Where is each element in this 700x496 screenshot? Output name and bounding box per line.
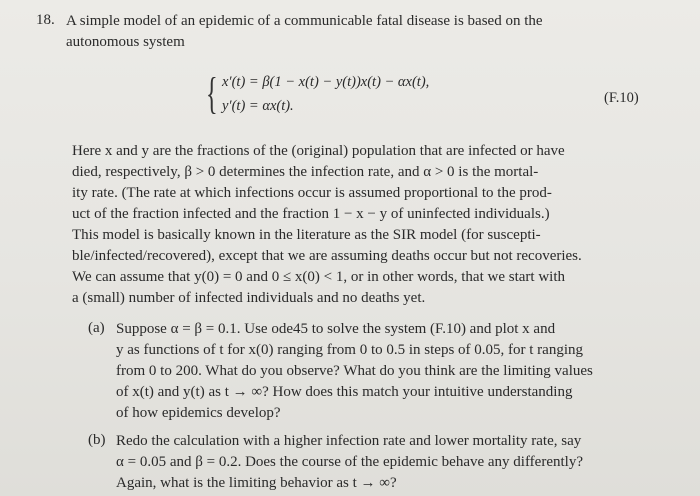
part-a-line-4: of x(t) and y(t) as t → ∞? How does this match your intuitive understanding [116,384,573,400]
body-line-7: We can assume that y(0) = 0 and 0 ≤ x(0) < 1, or in other words, that we start with [72,269,565,285]
body-line-6: ble/infected/recovered), except that we are assuming deaths occur but not recoveries. [72,248,582,264]
part-a-line-5: of how epidemics develop? [116,405,281,421]
part-a-line-2: y as functions of t for x(0) ranging from 0 to 0.5 in steps of 0.05, for t ranging [116,342,583,358]
intro-line-1: A simple model of an epidemic of a communicable fatal disease is based on the [66,13,543,29]
equation-brace: { [206,69,218,118]
part-b-line-2: α = 0.05 and β = 0.2. Does the course of the epidemic behave any differently? [116,454,583,470]
equation-line-2: y′(t) = αx(t). [222,98,294,114]
body-line-4: uct of the fraction infected and the fraction 1 − x − y of uninfected individuals.) [72,206,550,222]
body-line-5: This model is basically known in the literature as the SIR model (for suscepti- [72,227,541,243]
equation-line-1: x′(t) = β(1 − x(t) − y(t))x(t) − αx(t), [222,74,430,90]
part-a-line-3: from 0 to 200. What do you observe? What do you think are the limiting values [116,363,593,379]
part-b-label: (b) [88,432,106,448]
body-line-8: a (small) number of infected individuals and no deaths yet. [72,290,426,306]
body-line-3: ity rate. (The rate at which infections occur is assumed proportional to the prod- [72,185,552,201]
body-line-1: Here x and y are the fractions of the (original) population that are infected or have [72,143,565,159]
intro-line-2: autonomous system [66,34,185,50]
part-a-line-1: Suppose α = β = 0.1. Use ode45 to solve the system (F.10) and plot x and [116,321,556,337]
part-a-label: (a) [88,320,105,336]
body-line-2: died, respectively, β > 0 determines the infection rate, and α > 0 is the mortal- [72,164,539,180]
part-b-line-1: Redo the calculation with a higher infection rate and lower mortality rate, say [116,433,582,449]
equation-tag: (F.10) [604,90,639,106]
problem-number: 18. [36,12,55,28]
part-b-line-3: Again, what is the limiting behavior as t → ∞? [116,475,397,491]
